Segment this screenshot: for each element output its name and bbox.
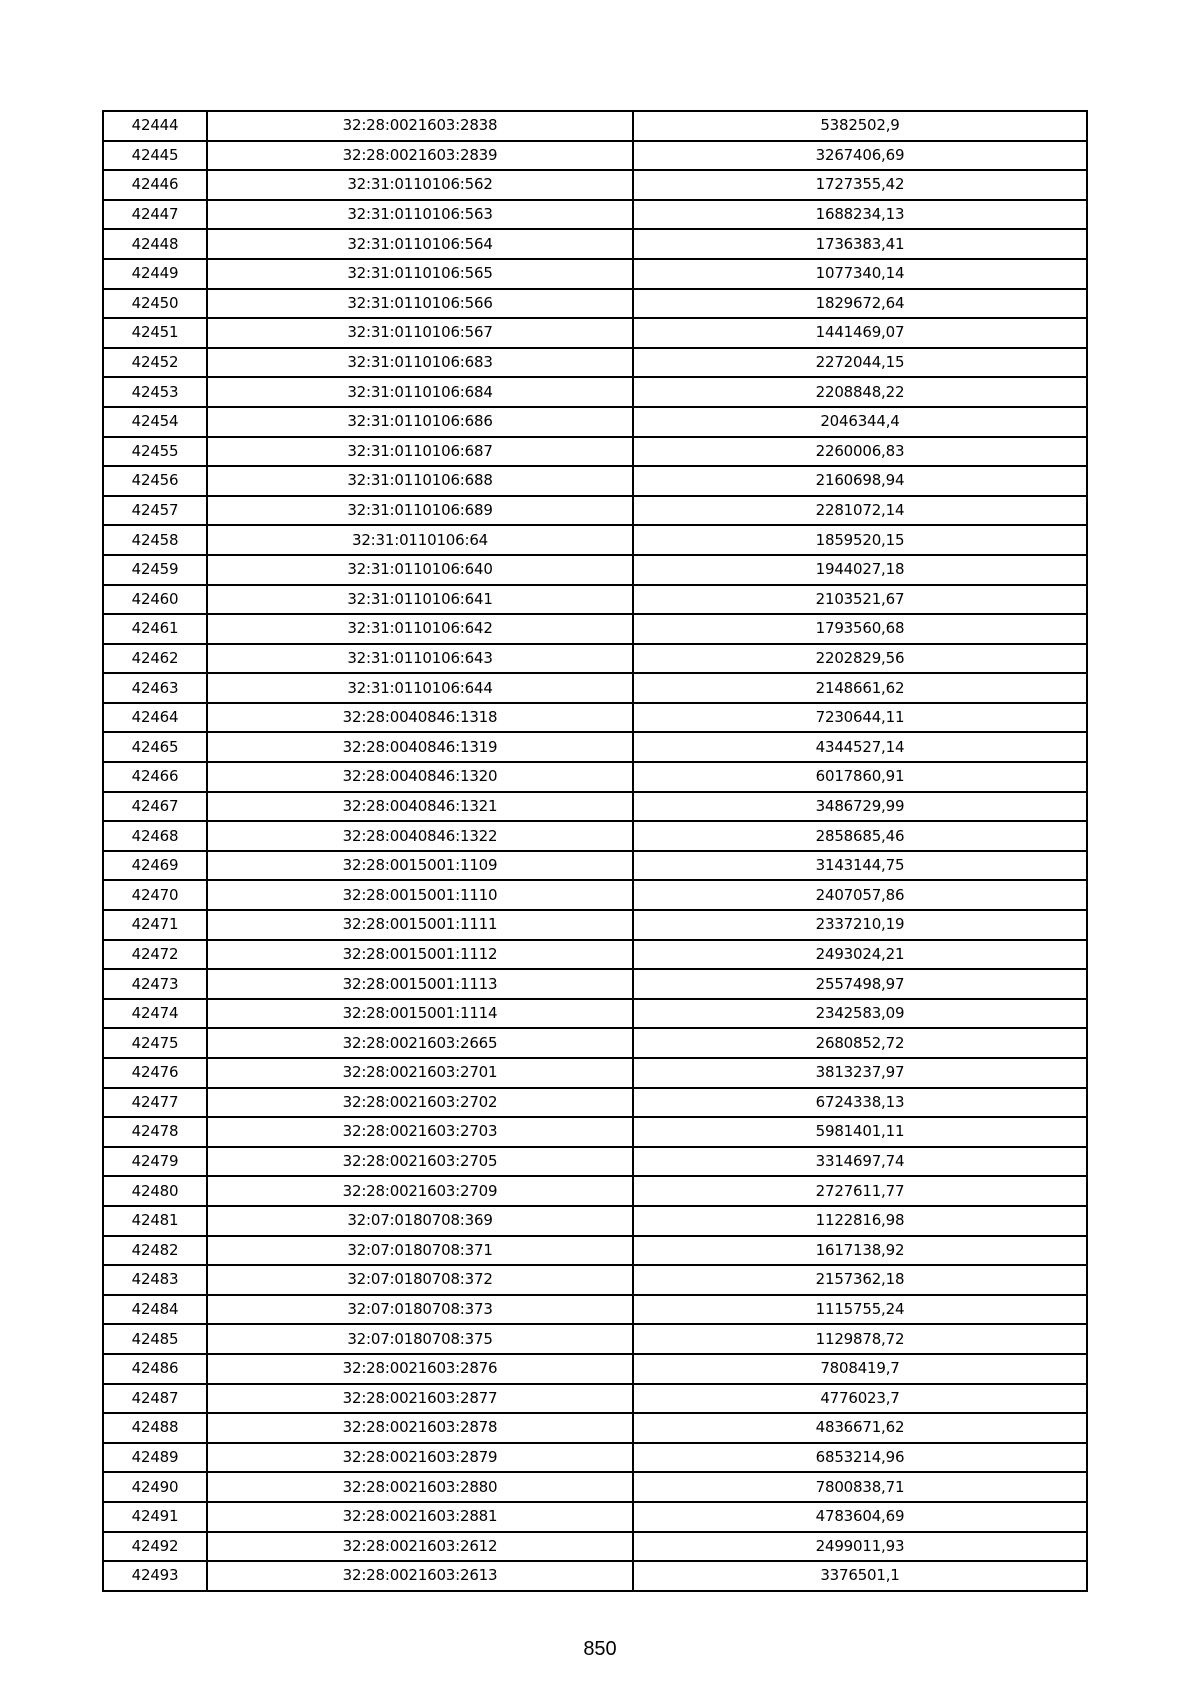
cadastral-value-cell: 2046344,4	[633, 407, 1087, 437]
cadastral-number-cell: 32:28:0015001:1109	[207, 851, 633, 881]
table-row	[103, 1532, 1087, 1562]
table-row	[103, 851, 1087, 881]
cadastral-number-cell: 32:07:0180708:375	[207, 1324, 633, 1354]
cadastral-number-cell: 32:28:0015001:1114	[207, 999, 633, 1029]
cadastral-value-cell: 2557498,97	[633, 969, 1087, 999]
cadastral-value-cell: 4776023,7	[633, 1384, 1087, 1414]
table-row	[103, 585, 1087, 615]
table-row	[103, 1295, 1087, 1325]
cadastral-value-cell: 3486729,99	[633, 792, 1087, 822]
table-row	[103, 1443, 1087, 1473]
row-number-cell: 42455	[103, 437, 207, 467]
cadastral-value-cell: 5382502,9	[633, 111, 1087, 141]
table-row	[103, 1561, 1087, 1591]
cadastral-value-cell: 1617138,92	[633, 1236, 1087, 1266]
cadastral-value-cell: 3376501,1	[633, 1561, 1087, 1591]
cadastral-value-cell: 1122816,98	[633, 1206, 1087, 1236]
table-row	[103, 1176, 1087, 1206]
cadastral-value-cell: 2407057,86	[633, 880, 1087, 910]
row-number-cell: 42467	[103, 792, 207, 822]
table-row	[103, 969, 1087, 999]
table-row	[103, 732, 1087, 762]
table-row	[103, 999, 1087, 1029]
table-row	[103, 1413, 1087, 1443]
row-number-cell: 42479	[103, 1147, 207, 1177]
row-number-cell: 42487	[103, 1384, 207, 1414]
cadastral-number-cell: 32:31:0110106:567	[207, 318, 633, 348]
cadastral-number-cell: 32:31:0110106:688	[207, 466, 633, 496]
row-number-cell: 42465	[103, 732, 207, 762]
cadastral-number-cell: 32:28:0021603:2612	[207, 1532, 633, 1562]
row-number-cell: 42488	[103, 1413, 207, 1443]
row-number-cell: 42493	[103, 1561, 207, 1591]
cadastral-value-cell: 6853214,96	[633, 1443, 1087, 1473]
cadastral-number-cell: 32:31:0110106:689	[207, 496, 633, 526]
table-row	[103, 821, 1087, 851]
cadastral-number-cell: 32:28:0040846:1321	[207, 792, 633, 822]
cadastral-value-cell: 2499011,93	[633, 1532, 1087, 1562]
cadastral-number-cell: 32:28:0021603:2879	[207, 1443, 633, 1473]
table-row	[103, 703, 1087, 733]
row-number-cell: 42476	[103, 1058, 207, 1088]
row-number-cell: 42444	[103, 111, 207, 141]
cadastral-value-cell: 5981401,11	[633, 1117, 1087, 1147]
table-row	[103, 792, 1087, 822]
row-number-cell: 42490	[103, 1472, 207, 1502]
row-number-cell: 42471	[103, 910, 207, 940]
cadastral-value-cell: 2208848,22	[633, 377, 1087, 407]
cadastral-number-cell: 32:28:0015001:1111	[207, 910, 633, 940]
row-number-cell: 42470	[103, 880, 207, 910]
table-row	[103, 910, 1087, 940]
table-row	[103, 1472, 1087, 1502]
cadastral-value-cell: 6724338,13	[633, 1088, 1087, 1118]
table-row	[103, 1147, 1087, 1177]
cadastral-number-cell: 32:28:0021603:2878	[207, 1413, 633, 1443]
cadastral-value-cell: 1688234,13	[633, 200, 1087, 230]
row-number-cell: 42449	[103, 259, 207, 289]
cadastral-number-cell: 32:28:0021603:2838	[207, 111, 633, 141]
cadastral-value-cell: 1736383,41	[633, 229, 1087, 259]
cadastral-number-cell: 32:31:0110106:641	[207, 585, 633, 615]
cadastral-value-cell: 3314697,74	[633, 1147, 1087, 1177]
row-number-cell: 42481	[103, 1206, 207, 1236]
cadastral-value-cell: 3267406,69	[633, 141, 1087, 171]
row-number-cell: 42473	[103, 969, 207, 999]
cadastral-number-cell: 32:28:0015001:1110	[207, 880, 633, 910]
table-row	[103, 1384, 1087, 1414]
cadastral-number-cell: 32:31:0110106:562	[207, 170, 633, 200]
row-number-cell: 42456	[103, 466, 207, 496]
table-row	[103, 318, 1087, 348]
cadastral-number-cell: 32:28:0021603:2880	[207, 1472, 633, 1502]
table-row	[103, 1324, 1087, 1354]
cadastral-number-cell: 32:28:0021603:2665	[207, 1028, 633, 1058]
row-number-cell: 42458	[103, 525, 207, 555]
cadastral-value-cell: 2202829,56	[633, 644, 1087, 674]
table-row	[103, 200, 1087, 230]
cadastral-number-cell: 32:28:0021603:2876	[207, 1354, 633, 1384]
cadastral-value-table	[102, 110, 1088, 1592]
cadastral-value-cell: 2260006,83	[633, 437, 1087, 467]
row-number-cell: 42484	[103, 1295, 207, 1325]
cadastral-number-cell: 32:28:0021603:2877	[207, 1384, 633, 1414]
table-row	[103, 1354, 1087, 1384]
table-row	[103, 1088, 1087, 1118]
cadastral-number-cell: 32:28:0040846:1320	[207, 762, 633, 792]
cadastral-number-cell: 32:28:0021603:2705	[207, 1147, 633, 1177]
cadastral-number-cell: 32:07:0180708:373	[207, 1295, 633, 1325]
cadastral-number-cell: 32:31:0110106:687	[207, 437, 633, 467]
row-number-cell: 42483	[103, 1265, 207, 1295]
row-number-cell: 42466	[103, 762, 207, 792]
cadastral-number-cell: 32:28:0015001:1113	[207, 969, 633, 999]
table-row	[103, 111, 1087, 141]
row-number-cell: 42469	[103, 851, 207, 881]
cadastral-value-cell: 2858685,46	[633, 821, 1087, 851]
table-row	[103, 141, 1087, 171]
cadastral-number-cell: 32:28:0021603:2709	[207, 1176, 633, 1206]
row-number-cell: 42474	[103, 999, 207, 1029]
cadastral-number-cell: 32:31:0110106:643	[207, 644, 633, 674]
cadastral-number-cell: 32:31:0110106:566	[207, 289, 633, 319]
row-number-cell: 42457	[103, 496, 207, 526]
cadastral-number-cell: 32:31:0110106:640	[207, 555, 633, 585]
table-row	[103, 348, 1087, 378]
cadastral-number-cell: 32:31:0110106:684	[207, 377, 633, 407]
table-row	[103, 1028, 1087, 1058]
row-number-cell: 42468	[103, 821, 207, 851]
cadastral-value-cell: 1441469,07	[633, 318, 1087, 348]
table-row	[103, 762, 1087, 792]
table-row	[103, 1206, 1087, 1236]
cadastral-value-cell: 2160698,94	[633, 466, 1087, 496]
cadastral-value-cell: 7230644,11	[633, 703, 1087, 733]
cadastral-value-cell: 2342583,09	[633, 999, 1087, 1029]
cadastral-number-cell: 32:31:0110106:683	[207, 348, 633, 378]
row-number-cell: 42450	[103, 289, 207, 319]
cadastral-number-cell: 32:28:0040846:1318	[207, 703, 633, 733]
cadastral-value-cell: 7800838,71	[633, 1472, 1087, 1502]
cadastral-number-cell: 32:28:0021603:2881	[207, 1502, 633, 1532]
row-number-cell: 42480	[103, 1176, 207, 1206]
row-number-cell: 42460	[103, 585, 207, 615]
cadastral-value-cell: 2337210,19	[633, 910, 1087, 940]
table-row	[103, 259, 1087, 289]
cadastral-number-cell: 32:28:0021603:2839	[207, 141, 633, 171]
cadastral-value-cell: 2727611,77	[633, 1176, 1087, 1206]
row-number-cell: 42478	[103, 1117, 207, 1147]
cadastral-number-cell: 32:31:0110106:564	[207, 229, 633, 259]
cadastral-value-cell: 1077340,14	[633, 259, 1087, 289]
row-number-cell: 42489	[103, 1443, 207, 1473]
cadastral-number-cell: 32:28:0021603:2703	[207, 1117, 633, 1147]
cadastral-number-cell: 32:07:0180708:371	[207, 1236, 633, 1266]
row-number-cell: 42472	[103, 940, 207, 970]
cadastral-value-cell: 1793560,68	[633, 614, 1087, 644]
row-number-cell: 42445	[103, 141, 207, 171]
table-row	[103, 940, 1087, 970]
table-row	[103, 170, 1087, 200]
cadastral-value-cell: 3143144,75	[633, 851, 1087, 881]
table-row	[103, 1502, 1087, 1532]
cadastral-number-cell: 32:07:0180708:369	[207, 1206, 633, 1236]
cadastral-number-cell: 32:31:0110106:644	[207, 673, 633, 703]
cadastral-value-cell: 1115755,24	[633, 1295, 1087, 1325]
cadastral-value-cell: 4836671,62	[633, 1413, 1087, 1443]
cadastral-value-cell: 2148661,62	[633, 673, 1087, 703]
row-number-cell: 42446	[103, 170, 207, 200]
cadastral-number-cell: 32:28:0021603:2702	[207, 1088, 633, 1118]
cadastral-value-cell: 4344527,14	[633, 732, 1087, 762]
table-row	[103, 289, 1087, 319]
cadastral-number-cell: 32:28:0040846:1322	[207, 821, 633, 851]
cadastral-value-cell: 1727355,42	[633, 170, 1087, 200]
row-number-cell: 42452	[103, 348, 207, 378]
cadastral-value-cell: 3813237,97	[633, 1058, 1087, 1088]
row-number-cell: 42464	[103, 703, 207, 733]
row-number-cell: 42448	[103, 229, 207, 259]
row-number-cell: 42447	[103, 200, 207, 230]
cadastral-value-cell: 2680852,72	[633, 1028, 1087, 1058]
table-row	[103, 644, 1087, 674]
row-number-cell: 42491	[103, 1502, 207, 1532]
cadastral-number-cell: 32:28:0021603:2701	[207, 1058, 633, 1088]
row-number-cell: 42477	[103, 1088, 207, 1118]
cadastral-value-cell: 7808419,7	[633, 1354, 1087, 1384]
row-number-cell: 42451	[103, 318, 207, 348]
cadastral-number-cell: 32:31:0110106:642	[207, 614, 633, 644]
row-number-cell: 42463	[103, 673, 207, 703]
cadastral-number-cell: 32:28:0015001:1112	[207, 940, 633, 970]
table-row	[103, 1265, 1087, 1295]
cadastral-value-cell: 1829672,64	[633, 289, 1087, 319]
cadastral-number-cell: 32:28:0021603:2613	[207, 1561, 633, 1591]
table-row	[103, 673, 1087, 703]
cadastral-value-cell: 2272044,15	[633, 348, 1087, 378]
row-number-cell: 42475	[103, 1028, 207, 1058]
table-row	[103, 1058, 1087, 1088]
table-body	[103, 111, 1087, 1591]
row-number-cell: 42482	[103, 1236, 207, 1266]
cadastral-value-cell: 4783604,69	[633, 1502, 1087, 1532]
table-row	[103, 525, 1087, 555]
cadastral-value-cell: 2493024,21	[633, 940, 1087, 970]
cadastral-value-cell: 2157362,18	[633, 1265, 1087, 1295]
table-row	[103, 437, 1087, 467]
table-row	[103, 466, 1087, 496]
cadastral-value-cell: 1129878,72	[633, 1324, 1087, 1354]
row-number-cell: 42454	[103, 407, 207, 437]
row-number-cell: 42459	[103, 555, 207, 585]
row-number-cell: 42485	[103, 1324, 207, 1354]
table-row	[103, 377, 1087, 407]
cadastral-number-cell: 32:31:0110106:565	[207, 259, 633, 289]
table-row	[103, 229, 1087, 259]
cadastral-number-cell: 32:31:0110106:64	[207, 525, 633, 555]
cadastral-number-cell: 32:28:0040846:1319	[207, 732, 633, 762]
page-number: 850	[583, 1638, 617, 1660]
cadastral-value-cell: 2281072,14	[633, 496, 1087, 526]
table-row	[103, 614, 1087, 644]
table-row	[103, 407, 1087, 437]
table-row	[103, 880, 1087, 910]
table-row	[103, 496, 1087, 526]
table-row	[103, 1236, 1087, 1266]
cadastral-number-cell: 32:07:0180708:372	[207, 1265, 633, 1295]
row-number-cell: 42492	[103, 1532, 207, 1562]
cadastral-value-cell: 1944027,18	[633, 555, 1087, 585]
row-number-cell: 42461	[103, 614, 207, 644]
cadastral-number-cell: 32:31:0110106:563	[207, 200, 633, 230]
row-number-cell: 42453	[103, 377, 207, 407]
table-row	[103, 1117, 1087, 1147]
row-number-cell: 42486	[103, 1354, 207, 1384]
table-row	[103, 555, 1087, 585]
cadastral-value-cell: 6017860,91	[633, 762, 1087, 792]
cadastral-value-cell: 1859520,15	[633, 525, 1087, 555]
row-number-cell: 42462	[103, 644, 207, 674]
cadastral-value-cell: 2103521,67	[633, 585, 1087, 615]
cadastral-number-cell: 32:31:0110106:686	[207, 407, 633, 437]
